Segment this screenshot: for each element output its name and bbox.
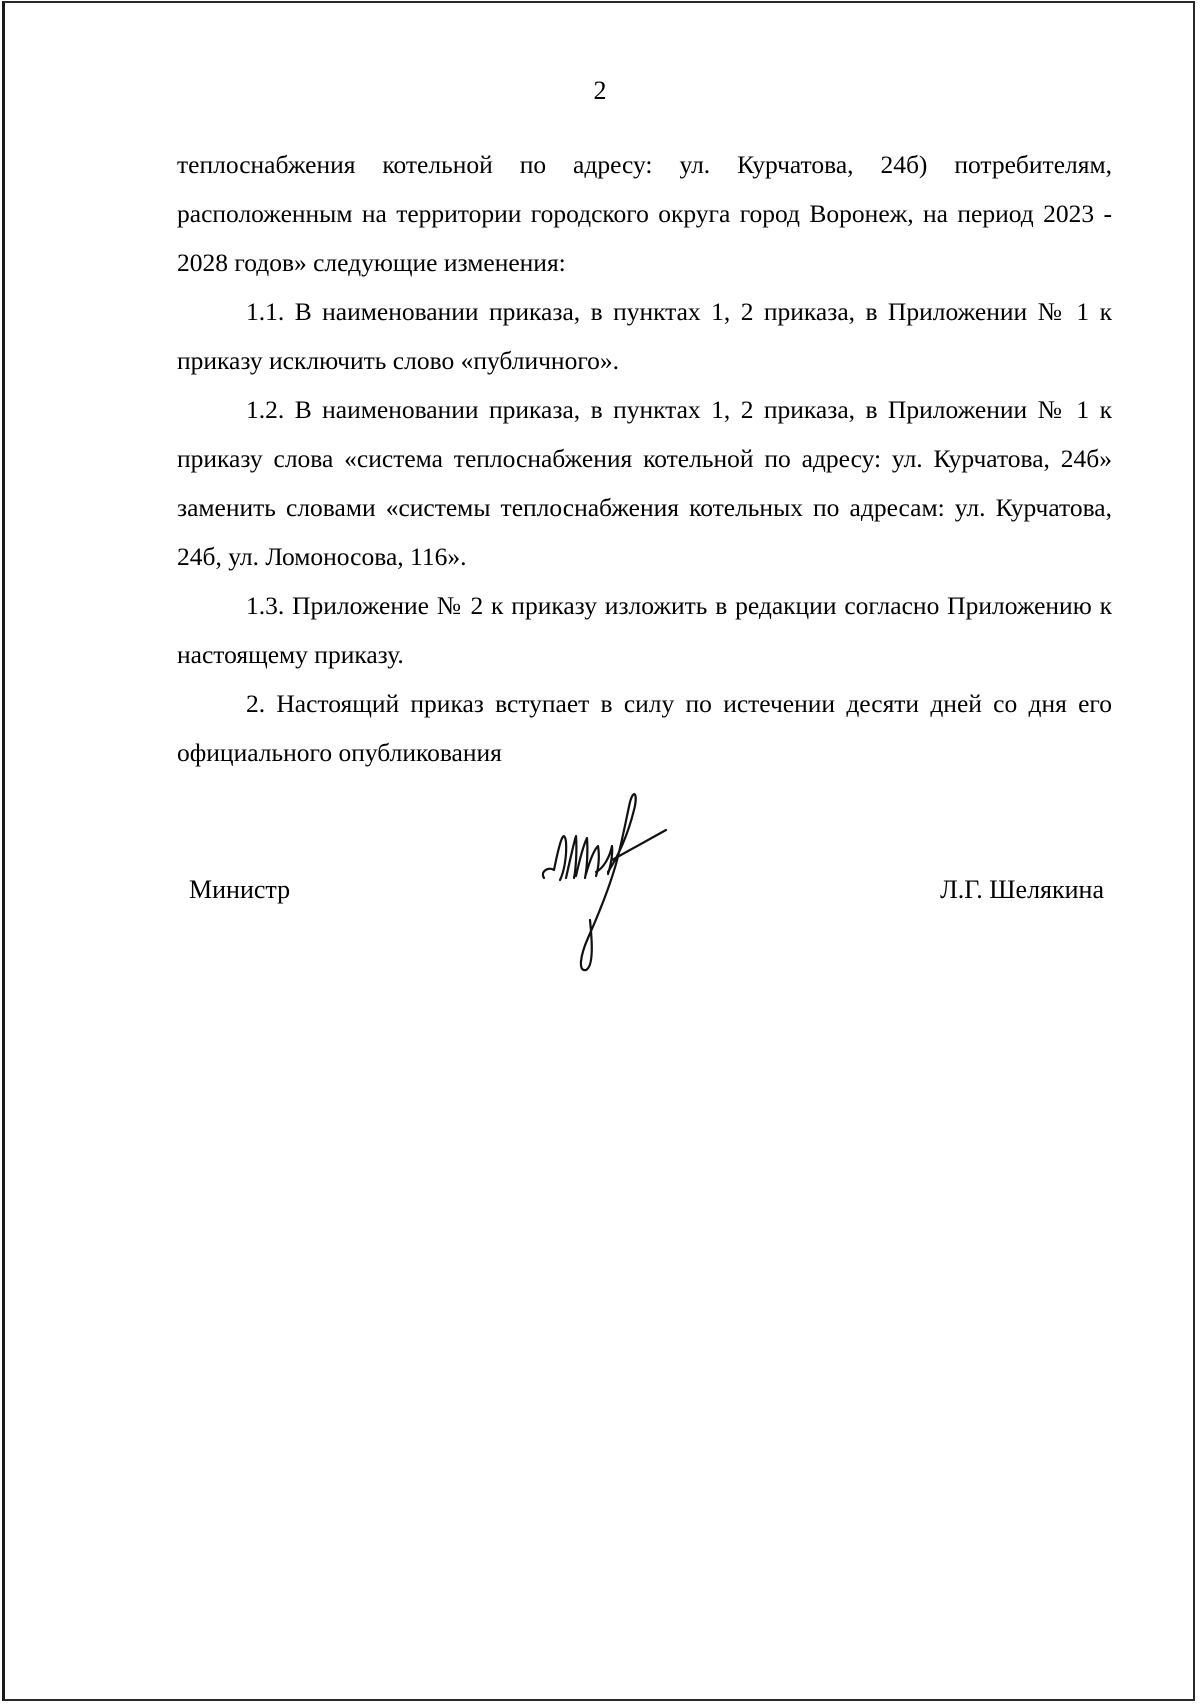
paragraph-1-1: 1.1. В наименовании приказа, в пунктах 1, 2 приказа, в Приложении № 1 к приказу исключить слово «публичного». xyxy=(177,297,1112,375)
paragraph-continuation: теплоснабжения котельной по адресу: ул. Курчатова, 24б) потребителям, расположенным на территории городского округа город Воронеж, на период 2023 - 2028 годов» следующие изменения: xyxy=(177,150,1112,277)
document-body xyxy=(177,140,1112,777)
paragraph-1-3: 1.3. Приложение № 2 к приказу изложить в редакции согласно Приложению к настоящему приказу. xyxy=(177,591,1112,669)
handwritten-signature xyxy=(530,780,680,980)
paragraph-1-2: 1.2. В наименовании приказа, в пунктах 1, 2 приказа, в Приложении № 1 к приказу слова «система теплоснабжения котельной по адресу: ул. Курчатова, 24б» заменить словами «системы теплоснабжения котельных по адресам: ул. Курчатова, 24б, ул. Ломоносова, 116». xyxy=(177,395,1112,571)
signature-block xyxy=(0,780,1200,1000)
paragraph-2: 2. Настоящий приказ вступает в силу по истечении десяти дней со дня его официального опубликования xyxy=(177,689,1112,767)
signatory-name: Л.Г. Шелякина xyxy=(940,875,1104,904)
signatory-position: Министр xyxy=(189,875,291,904)
page-number: 2 xyxy=(593,76,607,105)
